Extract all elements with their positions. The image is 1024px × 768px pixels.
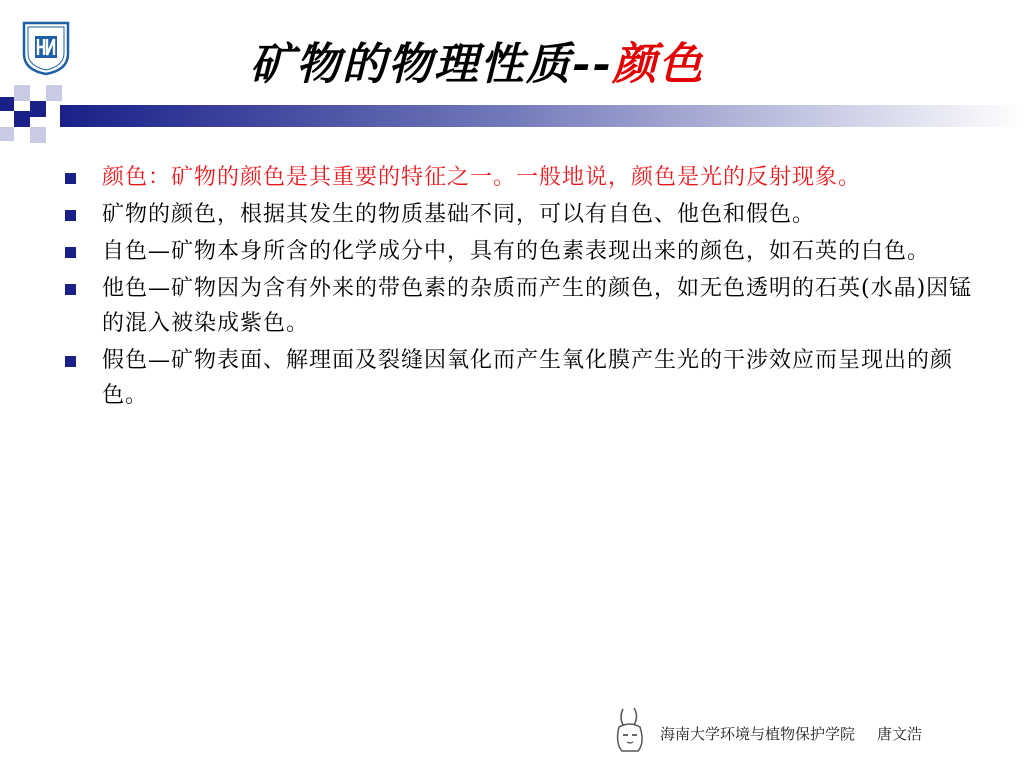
bullet-text: 自色—矿物本身所含的化学成分中，具有的色素表现出来的颜色，如石英的白色。	[102, 239, 931, 264]
slide-title	[250, 30, 705, 100]
square-bullet-icon	[65, 356, 76, 367]
bullet-list	[60, 160, 990, 415]
bullet-text: 矿物的颜色，根据其发生的物质基础不同，可以有自色、他色和假色。	[102, 202, 816, 227]
bullet-item	[60, 197, 990, 232]
bullet-item	[60, 271, 990, 341]
footer	[610, 705, 1010, 755]
title-prefix: 矿物的物理性质--	[250, 39, 613, 90]
square-bullet-icon	[65, 284, 76, 295]
bullet-text: 颜色：矿物的颜色是其重要的特征之一。一般地说，颜色是光的反射现象。	[102, 165, 862, 190]
bullet-item	[60, 234, 990, 269]
rabbit-mascot-icon	[610, 705, 650, 755]
square-bullet-icon	[65, 210, 76, 221]
university-logo-icon	[20, 20, 72, 76]
title-highlight: 颜色	[612, 39, 705, 90]
bullet-item	[60, 343, 990, 413]
bullet-text: 假色—矿物表面、解理面及裂缝因氧化而产生氧化膜产生光的干涉效应而呈现出的颜色。	[102, 348, 954, 408]
footer-text	[660, 723, 922, 744]
bullet-item	[60, 160, 990, 195]
footer-author: 唐文浩	[877, 725, 923, 743]
square-bullet-icon	[65, 173, 76, 184]
bullet-text: 他色—矿物因为含有外来的带色素的杂质而产生的颜色，如无色透明的石英(水晶)因锰的混入被染成紫色。	[102, 276, 973, 336]
footer-institution: 海南大学环境与植物保护学院	[660, 725, 856, 743]
square-bullet-icon	[65, 247, 76, 258]
